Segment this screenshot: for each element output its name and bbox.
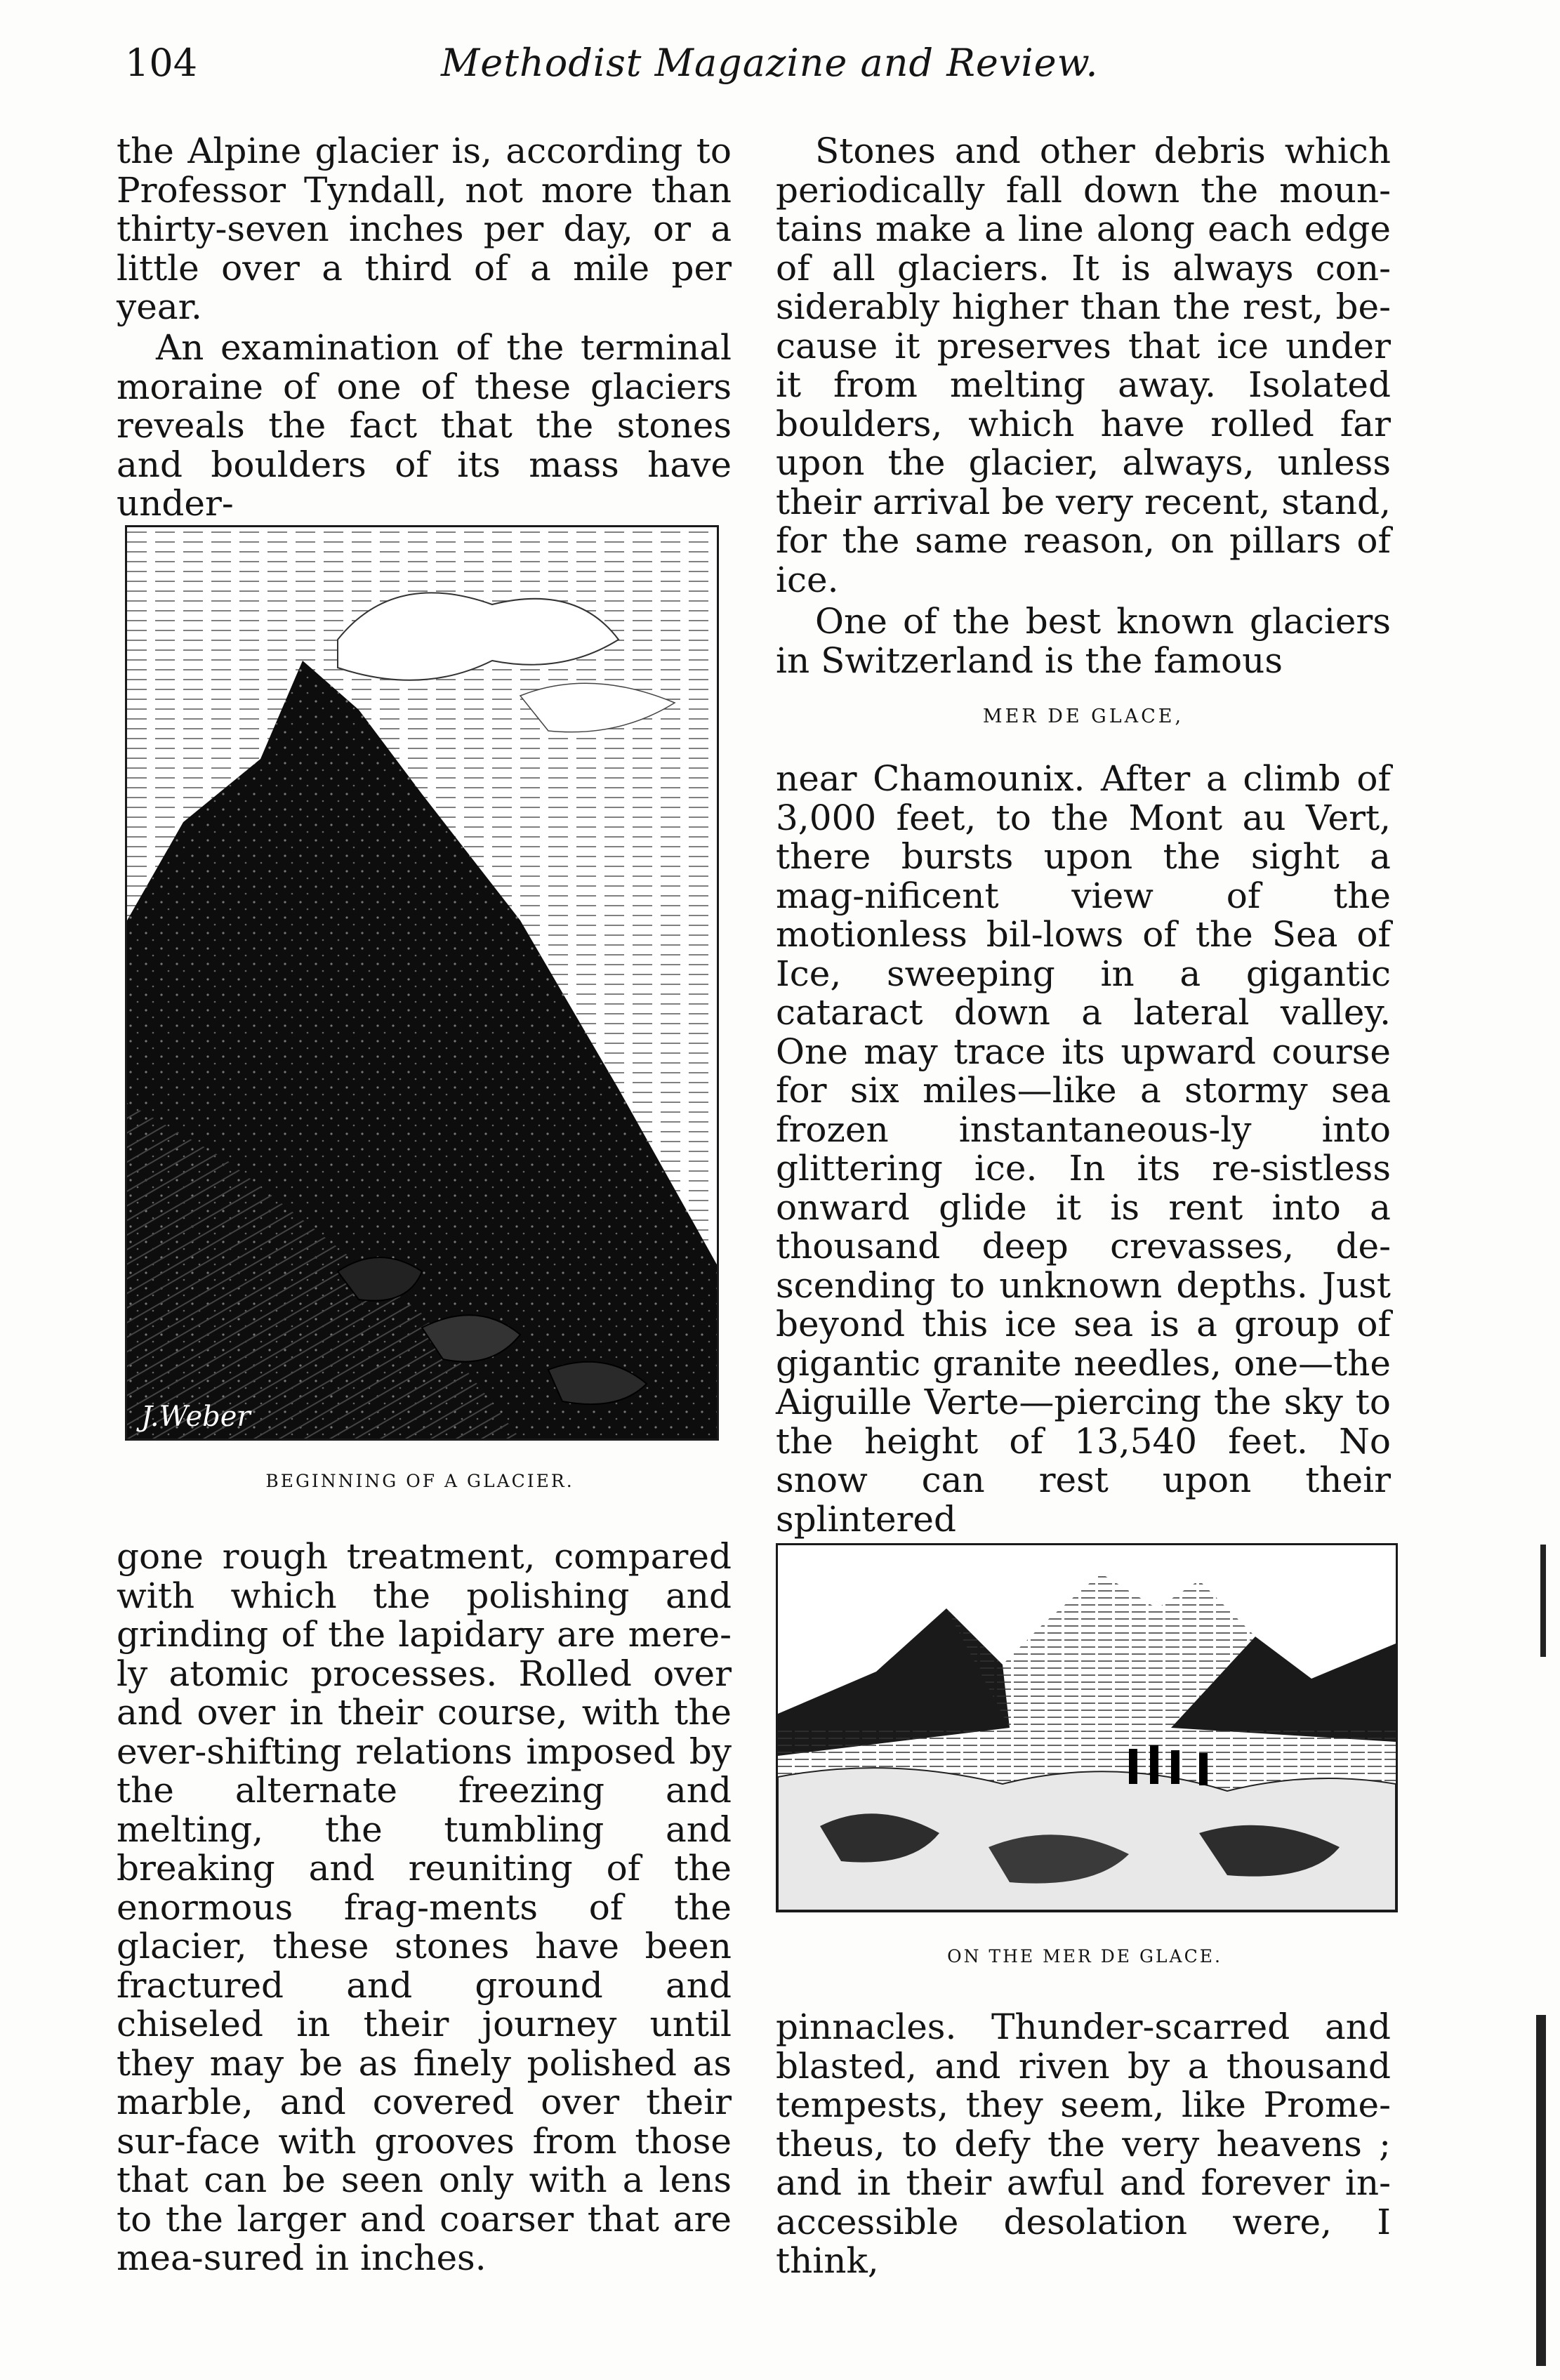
left-paragraph-2: An examination of the terminal moraine of one of these glaciers reveals the fact that the stones and boulders of its mass have under- [117, 327, 732, 524]
right-paragraph-4: pinnacles. Thunder-scarred and blasted, and riven by a thousand tempests, they seem, like Prome-theus, to defy the very heavens ; and in their awful and forever in-accessible desolation were, I think, [776, 2007, 1391, 2281]
scan-edge-mark [1540, 1545, 1546, 1657]
sea-of-ice-illustration [778, 1545, 1396, 1910]
running-title: Methodist Magazine and Review. [441, 41, 1099, 85]
left-paragraph-3: gone rough treatment, compared with which the polishing and grinding of the lapidary are mere-ly atomic processes. Rolled over and over in their course, with the ever-shifting relations imposed by the alternate freezing and melting, the tumbling and breaking and reuniting of the enormous frag-ments of the glacier, these stones have been fractured and ground and chiseled in their journey until they may be as finely polished as marble, and covered over their sur-face with grooves from those that can be seen only with a lens to the larger and coarser that are mea-sured in inches. [117, 1536, 732, 2278]
right-figure-caption: ON THE MER DE GLACE. [947, 1946, 1222, 1966]
left-paragraph-1: the Alpine glacier is, according to Professor Tyndall, not more than thirty-seven inches per day, or a little over a third of a mile per year. [117, 131, 732, 327]
scan-edge-shadow [1536, 2015, 1546, 2366]
right-paragraph-1: Stones and other debris which periodically fall down the moun-tains make a line along each edge of all glaciers. It is always con-siderably higher than the rest, be-cause it preserves that ice under it from melting away. Isolated boulders, which have rolled far upon the glacier, always, unless their arrival be very recent, stand, for the same reason, on pillars of ice. [776, 131, 1391, 600]
mer-de-glace-engraving [776, 1543, 1398, 1912]
running-header [0, 41, 1560, 104]
left-figure-caption: BEGINNING OF A GLACIER. [265, 1471, 574, 1491]
section-heading-mer-de-glace: MER DE GLACE, [982, 706, 1184, 727]
engraver-signature: J.Weber [141, 1401, 251, 1433]
right-paragraph-2: One of the best known glaciers in Switzerland is the famous [776, 601, 1391, 681]
mountain-illustration [127, 527, 717, 1439]
page-number: 104 [125, 41, 198, 85]
right-paragraph-3: near Chamounix. After a climb of 3,000 feet, to the Mont au Vert, there bursts upon the sight a mag-nificent view of the motionless bil-lows of the Sea of Ice, sweeping in a gigantic cataract down a lateral valley. One may trace its upward course for six miles—like a stormy sea frozen instantaneous-ly into glittering ice. In its re-sistless onward glide it is rent into a thousand deep crevasses, de-scending to unknown depths. Just beyond this ice sea is a group of gigantic granite needles, one—the Aiguille Verte—piercing the sky to the height of 13,540 feet. No snow can rest upon their splintered [776, 758, 1391, 1540]
beginning-of-glacier-engraving [125, 525, 719, 1441]
